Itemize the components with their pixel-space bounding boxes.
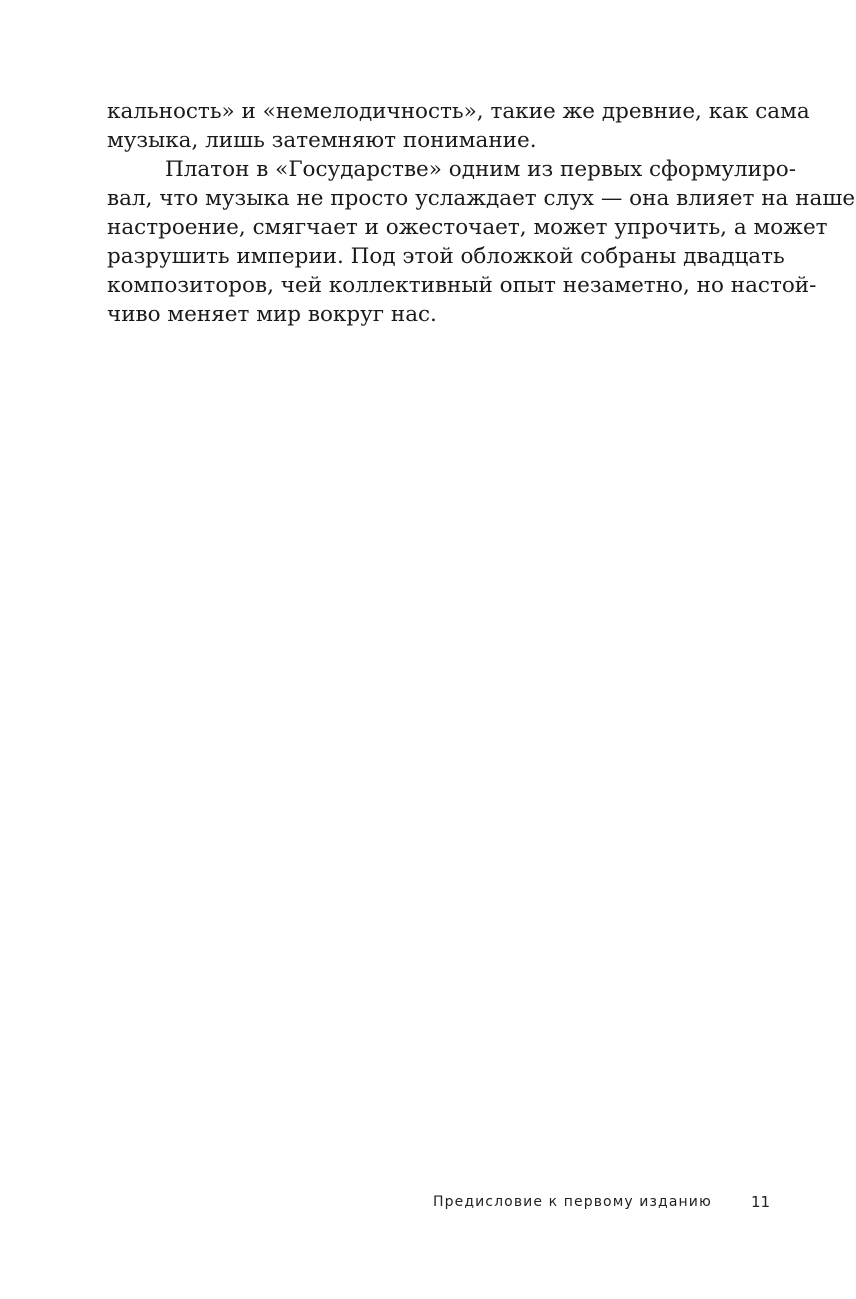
text-line: чиво меняет мир вокруг нас. — [107, 302, 437, 327]
running-footer-title: Предисловие к первому изданию — [433, 1194, 712, 1210]
text-line: вал, что музыка не просто услаждает слух — она влияет на наше — [107, 186, 856, 211]
text-line: музыка, лишь затемняют понимание. — [107, 128, 537, 153]
paragraph-2 — [107, 155, 856, 329]
paragraph-1 — [107, 97, 810, 155]
text-line: Платон в «Государстве» одним из первых сформулиро- — [165, 157, 796, 182]
page-number: 11 — [751, 1193, 771, 1211]
text-line: разрушить империи. Под этой обложкой собраны двадцать — [107, 244, 785, 269]
text-line: кальность» и «немелодичность», такие же древние, как сама — [107, 99, 810, 124]
text-line: настроение, смягчает и ожесточает, может упрочить, а может — [107, 215, 828, 240]
body-text — [107, 97, 856, 329]
text-line: композиторов, чей коллективный опыт незаметно, но настой- — [107, 273, 817, 298]
